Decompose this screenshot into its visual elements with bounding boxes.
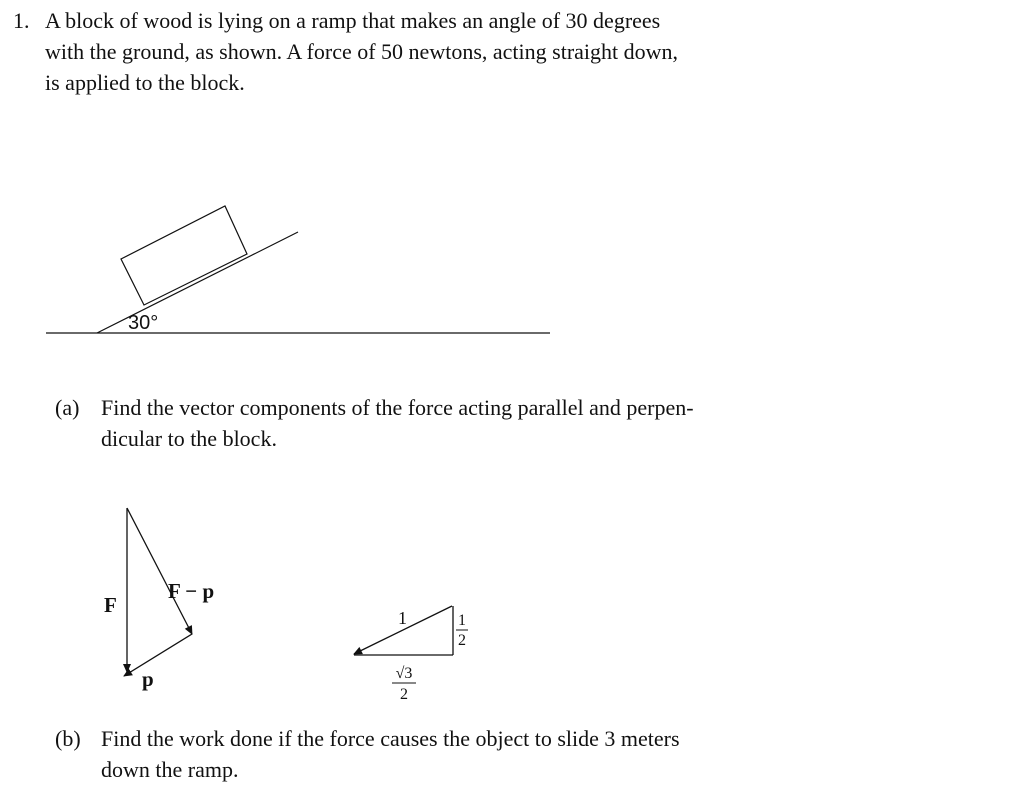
ramp-figure xyxy=(46,206,550,334)
angle-label: 30° xyxy=(128,312,159,334)
label-p: p xyxy=(142,667,154,691)
part-b-line-2: down the ramp. xyxy=(101,757,239,782)
problem-line-3: is applied to the block. xyxy=(45,70,245,95)
hypotenuse-label: 1 xyxy=(398,608,407,628)
vector-p xyxy=(124,634,192,676)
label-F-minus-p: F − p xyxy=(168,579,215,603)
part-a-label: (a) xyxy=(55,395,80,420)
problem-line-2: with the ground, as shown. A force of 50 newtons, acting straight down, xyxy=(45,39,679,64)
vector-figure xyxy=(104,508,214,691)
base-denominator: 2 xyxy=(400,686,408,703)
base-numerator: √3 xyxy=(395,665,413,682)
label-F: F xyxy=(104,593,117,617)
part-b-label: (b) xyxy=(55,726,81,751)
triangle-figure xyxy=(354,606,468,703)
vector-F-minus-p xyxy=(127,508,192,634)
side-denominator: 2 xyxy=(458,632,466,649)
side-numerator: 1 xyxy=(458,612,466,629)
part-a-line-1: Find the vector components of the force acting parallel and perpen- xyxy=(101,395,694,420)
problem-line-1: A block of wood is lying on a ramp that makes an angle of 30 degrees xyxy=(45,8,661,33)
problem-number: 1. xyxy=(13,8,30,33)
part-a-line-2: dicular to the block. xyxy=(101,426,277,451)
part-b-line-1: Find the work done if the force causes the object to slide 3 meters xyxy=(101,726,680,751)
wood-block xyxy=(121,206,247,305)
